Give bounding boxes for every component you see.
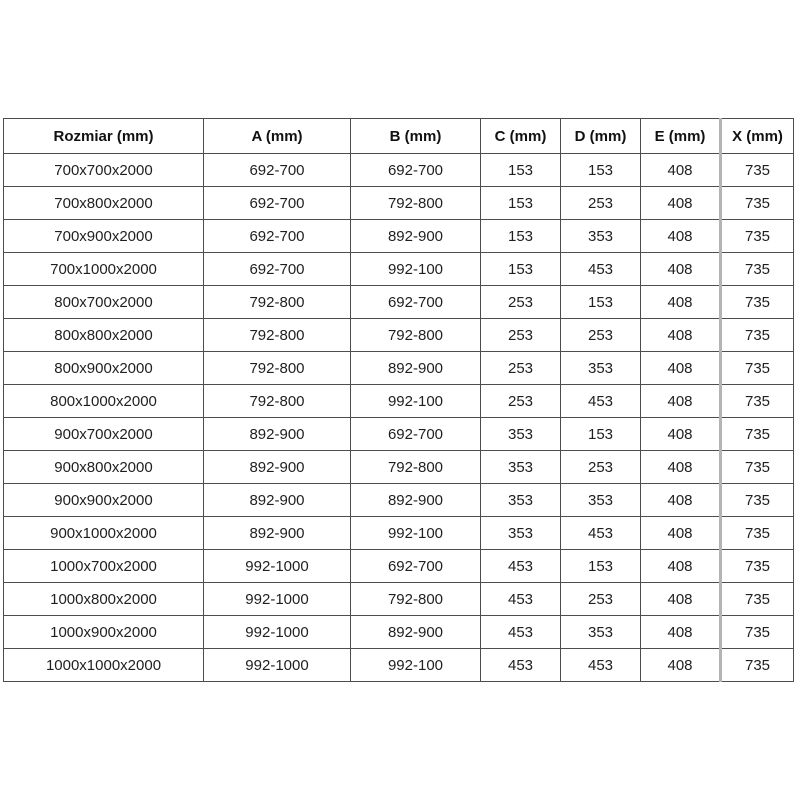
value-cell: 992-100 — [351, 385, 481, 418]
value-cell: 735 — [721, 319, 794, 352]
value-cell: 253 — [561, 451, 641, 484]
table-row — [4, 385, 794, 418]
value-cell: 735 — [721, 385, 794, 418]
value-cell: 353 — [561, 484, 641, 517]
value-cell: 153 — [481, 220, 561, 253]
size-cell: 700x900x2000 — [4, 220, 204, 253]
value-cell: 892-900 — [204, 484, 351, 517]
size-cell: 800x900x2000 — [4, 352, 204, 385]
value-cell: 792-800 — [351, 187, 481, 220]
value-cell: 692-700 — [351, 550, 481, 583]
size-cell: 800x1000x2000 — [4, 385, 204, 418]
value-cell: 408 — [641, 253, 721, 286]
value-cell: 253 — [481, 352, 561, 385]
table-row — [4, 187, 794, 220]
value-cell: 735 — [721, 286, 794, 319]
table-row — [4, 583, 794, 616]
table-row — [4, 451, 794, 484]
value-cell: 353 — [481, 517, 561, 550]
table-row — [4, 220, 794, 253]
value-cell: 892-900 — [204, 418, 351, 451]
value-cell: 353 — [481, 484, 561, 517]
value-cell: 153 — [561, 418, 641, 451]
value-cell: 408 — [641, 616, 721, 649]
value-cell: 408 — [641, 286, 721, 319]
value-cell: 735 — [721, 220, 794, 253]
dimension-table — [3, 118, 794, 682]
value-cell: 408 — [641, 418, 721, 451]
table-row — [4, 616, 794, 649]
value-cell: 735 — [721, 352, 794, 385]
value-cell: 408 — [641, 385, 721, 418]
value-cell: 992-100 — [351, 517, 481, 550]
value-cell: 153 — [481, 154, 561, 187]
value-cell: 353 — [481, 418, 561, 451]
value-cell: 992-1000 — [204, 616, 351, 649]
value-cell: 792-800 — [351, 451, 481, 484]
value-cell: 253 — [561, 319, 641, 352]
value-cell: 792-800 — [204, 352, 351, 385]
value-cell: 735 — [721, 616, 794, 649]
value-cell: 892-900 — [351, 352, 481, 385]
value-cell: 892-900 — [351, 484, 481, 517]
size-cell: 900x1000x2000 — [4, 517, 204, 550]
table-row — [4, 550, 794, 583]
value-cell: 253 — [481, 319, 561, 352]
size-cell: 900x700x2000 — [4, 418, 204, 451]
value-cell: 692-700 — [204, 154, 351, 187]
value-cell: 253 — [481, 286, 561, 319]
value-cell: 408 — [641, 154, 721, 187]
value-cell: 153 — [561, 154, 641, 187]
table-row — [4, 517, 794, 550]
value-cell: 992-1000 — [204, 649, 351, 682]
value-cell: 153 — [561, 286, 641, 319]
value-cell: 408 — [641, 319, 721, 352]
column-header: D (mm) — [561, 119, 641, 154]
table-row — [4, 319, 794, 352]
table-header-row — [4, 119, 794, 154]
value-cell: 992-1000 — [204, 583, 351, 616]
table-row — [4, 154, 794, 187]
column-header: E (mm) — [641, 119, 721, 154]
value-cell: 453 — [481, 550, 561, 583]
value-cell: 692-700 — [351, 154, 481, 187]
column-header: C (mm) — [481, 119, 561, 154]
value-cell: 692-700 — [351, 418, 481, 451]
value-cell: 408 — [641, 187, 721, 220]
size-cell: 1000x1000x2000 — [4, 649, 204, 682]
value-cell: 692-700 — [204, 187, 351, 220]
value-cell: 892-900 — [351, 220, 481, 253]
value-cell: 892-900 — [204, 451, 351, 484]
value-cell: 408 — [641, 583, 721, 616]
size-cell: 800x800x2000 — [4, 319, 204, 352]
value-cell: 408 — [641, 649, 721, 682]
value-cell: 153 — [481, 187, 561, 220]
value-cell: 408 — [641, 550, 721, 583]
value-cell: 453 — [561, 517, 641, 550]
value-cell: 153 — [561, 550, 641, 583]
value-cell: 735 — [721, 484, 794, 517]
value-cell: 792-800 — [204, 286, 351, 319]
value-cell: 453 — [561, 385, 641, 418]
column-header: A (mm) — [204, 119, 351, 154]
table-row — [4, 352, 794, 385]
value-cell: 353 — [561, 616, 641, 649]
size-cell: 1000x900x2000 — [4, 616, 204, 649]
table-row — [4, 286, 794, 319]
value-cell: 992-100 — [351, 649, 481, 682]
value-cell: 735 — [721, 649, 794, 682]
column-header: Rozmiar (mm) — [4, 119, 204, 154]
value-cell: 792-800 — [204, 385, 351, 418]
size-cell: 1000x800x2000 — [4, 583, 204, 616]
value-cell: 408 — [641, 220, 721, 253]
value-cell: 892-900 — [204, 517, 351, 550]
value-cell: 453 — [561, 649, 641, 682]
value-cell: 692-700 — [351, 286, 481, 319]
value-cell: 792-800 — [351, 583, 481, 616]
value-cell: 253 — [561, 583, 641, 616]
value-cell: 992-100 — [351, 253, 481, 286]
table-body — [4, 154, 794, 682]
value-cell: 735 — [721, 583, 794, 616]
value-cell: 692-700 — [204, 220, 351, 253]
size-cell: 1000x700x2000 — [4, 550, 204, 583]
value-cell: 353 — [561, 352, 641, 385]
value-cell: 408 — [641, 352, 721, 385]
table-row — [4, 253, 794, 286]
size-cell: 700x1000x2000 — [4, 253, 204, 286]
value-cell: 735 — [721, 550, 794, 583]
value-cell: 692-700 — [204, 253, 351, 286]
size-cell: 800x700x2000 — [4, 286, 204, 319]
value-cell: 735 — [721, 154, 794, 187]
value-cell: 792-800 — [351, 319, 481, 352]
size-cell: 700x700x2000 — [4, 154, 204, 187]
value-cell: 735 — [721, 253, 794, 286]
value-cell: 353 — [481, 451, 561, 484]
value-cell: 792-800 — [204, 319, 351, 352]
value-cell: 353 — [561, 220, 641, 253]
value-cell: 253 — [481, 385, 561, 418]
value-cell: 408 — [641, 484, 721, 517]
value-cell: 735 — [721, 418, 794, 451]
value-cell: 253 — [561, 187, 641, 220]
value-cell: 735 — [721, 451, 794, 484]
value-cell: 453 — [481, 583, 561, 616]
dimension-table-container — [3, 118, 793, 682]
value-cell: 992-1000 — [204, 550, 351, 583]
value-cell: 408 — [641, 517, 721, 550]
value-cell: 408 — [641, 451, 721, 484]
value-cell: 453 — [561, 253, 641, 286]
value-cell: 735 — [721, 187, 794, 220]
value-cell: 735 — [721, 517, 794, 550]
column-header: B (mm) — [351, 119, 481, 154]
value-cell: 153 — [481, 253, 561, 286]
table-row — [4, 418, 794, 451]
size-cell: 900x800x2000 — [4, 451, 204, 484]
column-header: X (mm) — [721, 119, 794, 154]
table-row — [4, 649, 794, 682]
size-cell: 900x900x2000 — [4, 484, 204, 517]
size-cell: 700x800x2000 — [4, 187, 204, 220]
value-cell: 453 — [481, 616, 561, 649]
table-row — [4, 484, 794, 517]
value-cell: 892-900 — [351, 616, 481, 649]
value-cell: 453 — [481, 649, 561, 682]
